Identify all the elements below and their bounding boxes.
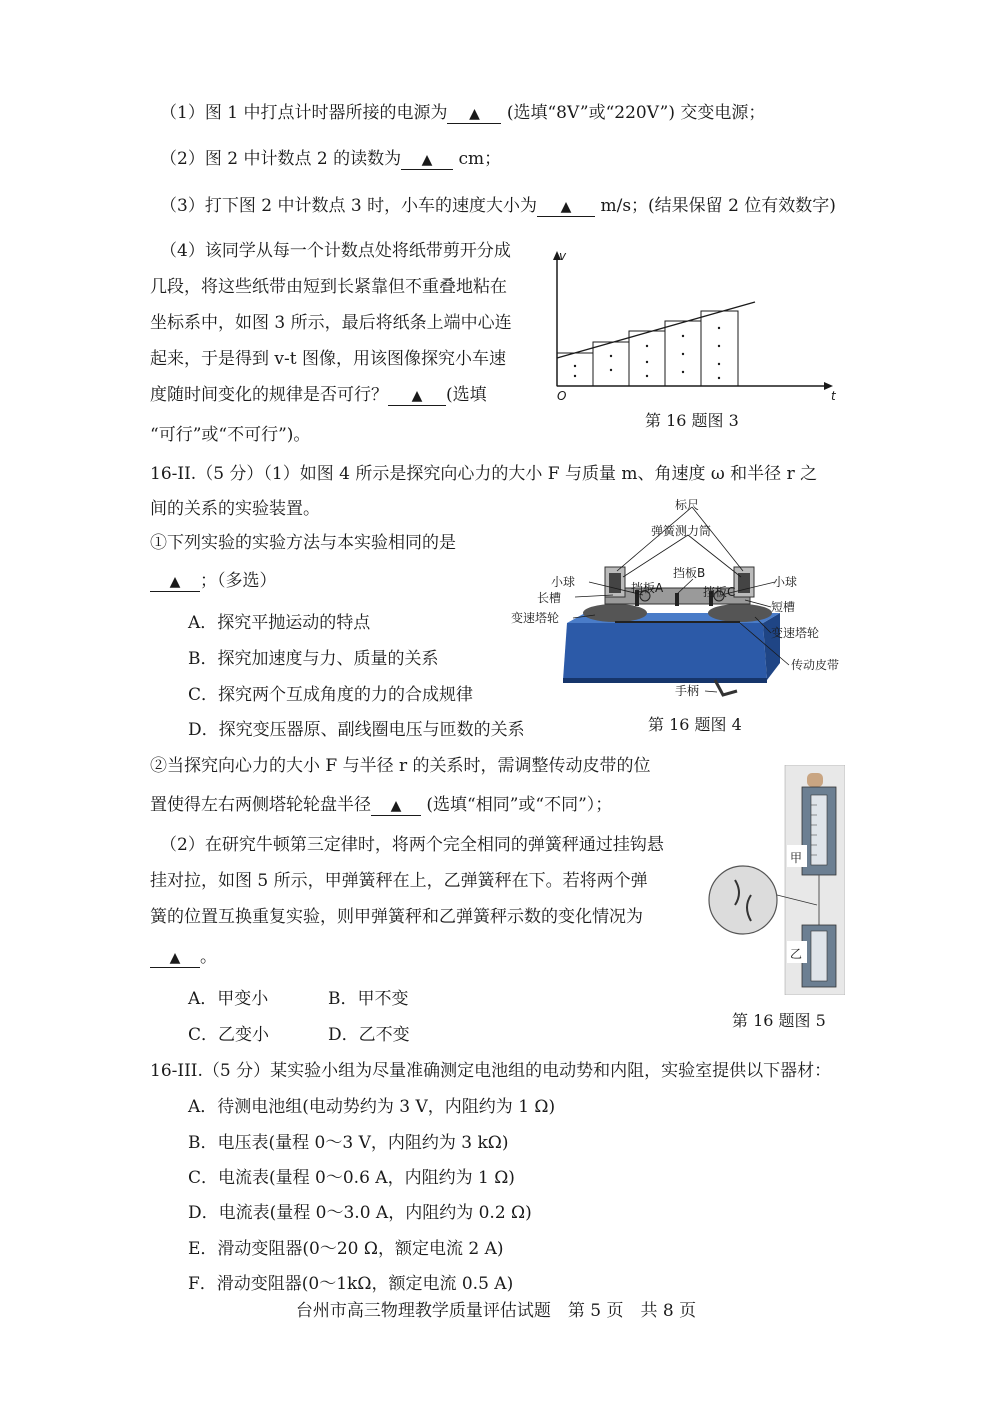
question-1-hint: (选填“8V”或“220V”) 交变电源； xyxy=(506,103,766,123)
vt-graph-figure xyxy=(535,248,845,408)
question-2-3-line-3: 簧的位置互换重复实验，则甲弹簧秤和乙弹簧秤示数的变化情况为 xyxy=(150,907,643,927)
answer-blank[interactable]: ▲ xyxy=(150,949,200,968)
question-2-unit: cm； xyxy=(458,149,502,169)
hook-magnifier xyxy=(709,866,777,934)
label-jia: 甲 xyxy=(790,851,803,865)
question-1-text: （1）图 1 中打点计时器所接的电源为 xyxy=(160,103,448,123)
plate-c-label: 挡板C xyxy=(703,585,736,599)
question-2 xyxy=(160,148,501,170)
option-2-b: B．甲不变 xyxy=(328,989,409,1009)
label-yi: 乙 xyxy=(790,947,803,961)
question-4-hint: (选填 xyxy=(446,385,487,405)
equipment-a: A．待测电池组(电动势约为 3 V，内阻约为 1 Ω) xyxy=(188,1097,556,1117)
option-c: C．探究两个互成角度的力的合成规律 xyxy=(188,685,474,705)
answer-blank[interactable]: ▲ xyxy=(371,797,421,816)
question-2-2-line-2 xyxy=(150,794,612,816)
question-4-line-4: 起来，于是得到 v-t 图像，用该图像探究小车速 xyxy=(150,349,506,369)
question-3 xyxy=(160,195,836,217)
answer-blank[interactable]: ▲ xyxy=(401,151,453,170)
plate-a-label: 挡板A xyxy=(631,581,664,595)
question-4-line-3: 坐标系中，如图 3 所示，最后将纸条上端中心连 xyxy=(150,313,512,333)
question-1 xyxy=(160,102,765,124)
question-2-1-hint: ；（多选） xyxy=(200,571,277,591)
paper-strip-5 xyxy=(701,311,738,386)
x-axis-label: t xyxy=(831,389,836,403)
hand-holding xyxy=(807,773,823,787)
equipment-c: C．电流表(量程 0～0.6 A，内阻约为 1 Ω) xyxy=(188,1168,515,1188)
question-2-3-end: 。 xyxy=(200,947,217,967)
option-2-d: D．乙不变 xyxy=(328,1025,410,1045)
ball-right-label: 小球 xyxy=(773,575,798,589)
option-b: B．探究加速度与力、质量的关系 xyxy=(188,649,439,669)
wheel-right-label: 变速塔轮 xyxy=(771,626,820,640)
spring-tube-label: 弹簧测力筒 xyxy=(651,524,712,538)
question-3-text: （3）打下图 2 中计数点 3 时，小车的速度大小为 xyxy=(160,196,538,216)
spring-scales-figure xyxy=(705,765,845,995)
answer-blank[interactable]: ▲ xyxy=(150,573,200,592)
handle-label: 手柄 xyxy=(675,684,700,698)
equipment-d: D．电流表(量程 0～3.0 A，内阻约为 0.2 Ω) xyxy=(188,1203,532,1223)
figure-5-caption: 第 16 题图 5 xyxy=(732,1011,826,1030)
question-2-1-text: ①下列实验的实验方法与本实验相同的是 xyxy=(150,533,456,553)
question-2-3-line-2: 挂对拉，如图 5 所示，甲弹簧秤在上，乙弹簧秤在下。若将两个弹 xyxy=(150,871,648,891)
equipment-b: B．电压表(量程 0～3 V，内阻约为 3 kΩ) xyxy=(188,1133,509,1153)
option-d: D．探究变压器原、副线圈电压与匝数的关系 xyxy=(188,720,525,740)
page-footer: 台州市高三物理教学质量评估试题 第 5 页 共 8 页 xyxy=(295,1301,697,1321)
equipment-f: F．滑动变阻器(0～1kΩ，额定电流 0.5 A) xyxy=(188,1274,514,1294)
y-axis-label: v xyxy=(559,249,567,263)
paper-strip-3 xyxy=(629,331,665,386)
ball-left-label: 小球 xyxy=(551,575,576,589)
wheel-left-label: 变速塔轮 xyxy=(511,611,560,625)
option-a: A．探究平抛运动的特点 xyxy=(188,613,371,633)
equipment-e: E．滑动变阻器(0～20 Ω，额定电流 2 A) xyxy=(188,1239,504,1259)
paper-strip-1 xyxy=(557,353,593,386)
centripetal-apparatus-figure xyxy=(505,495,850,710)
option-2-c: C．乙变小 xyxy=(188,1025,270,1045)
short-groove-label: 短槽 xyxy=(771,600,796,614)
origin-label: O xyxy=(557,389,567,403)
question-4-line-5 xyxy=(150,384,487,406)
apparatus-base xyxy=(563,623,767,680)
section-16-2-heading: 16-II.（5 分）（1）如图 4 所示是探究向心力的大小 F 与质量 m、角速度 ω 和半径 r 之 xyxy=(150,464,818,484)
question-2-3-line-1: （2）在研究牛顿第三定律时，将两个完全相同的弹簧秤通过挂钩悬 xyxy=(160,835,664,855)
question-2-2-text: 置使得左右两侧塔轮轮盘半径 xyxy=(150,795,371,815)
section-16-2-heading-cont: 间的关系的实验装置。 xyxy=(150,499,320,519)
question-2-text: （2）图 2 中计数点 2 的读数为 xyxy=(160,149,402,169)
option-2-a: A．甲变小 xyxy=(188,989,269,1009)
figure-4-caption: 第 16 题图 4 xyxy=(648,715,742,734)
question-4-text: 度随时间变化的规律是否可行？ xyxy=(150,385,388,405)
question-4-line-1: （4）该同学从每一个计数点处将纸带剪开分成 xyxy=(160,241,511,261)
plate-b-label: 挡板B xyxy=(673,566,706,580)
section-16-3-heading: 16-III.（5 分）某实验小组为尽量准确测定电池组的电动势和内阻，实验室提供以下器材： xyxy=(150,1061,832,1081)
vt-fit-line xyxy=(557,302,755,358)
question-2-1-answer xyxy=(150,570,277,592)
paper-strip-2 xyxy=(593,342,629,386)
long-groove-label: 长槽 xyxy=(537,591,562,605)
answer-blank[interactable]: ▲ xyxy=(447,105,501,124)
belt-label: 传动皮带 xyxy=(791,658,840,672)
question-2-2-line-1: ②当探究向心力的大小 F 与半径 r 的关系时，需调整传动皮带的位 xyxy=(150,756,651,776)
figure-3-caption: 第 16 题图 3 xyxy=(645,411,739,430)
question-2-3-answer xyxy=(150,946,217,968)
question-4-line-6: “可行”或“不可行”)。 xyxy=(150,425,311,445)
ruler-label: 标尺 xyxy=(675,498,700,512)
answer-blank[interactable]: ▲ xyxy=(537,198,595,217)
answer-blank[interactable]: ▲ xyxy=(388,387,446,406)
question-3-hint: m/s；(结果保留 2 位有效数字) xyxy=(600,196,836,216)
question-4-line-2: 几段，将这些纸带由短到长紧靠但不重叠地粘在 xyxy=(150,277,507,297)
question-2-2-hint: (选填“相同”或“不同”）； xyxy=(426,795,613,815)
